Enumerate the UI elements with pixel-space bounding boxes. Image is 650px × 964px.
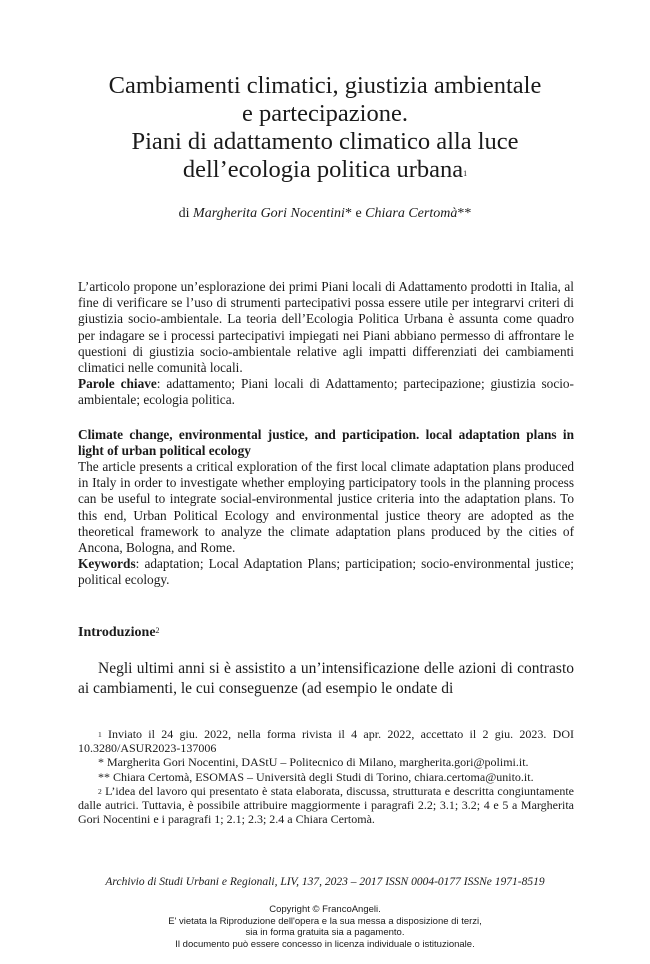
footnote-author-1-text: * Margherita Gori Nocentini, DAStU – Politecnico di Milano, margherita.gori@polimi.it. [98, 755, 529, 770]
copyright-line-3: sia in forma gratuita sia a pagamento. [245, 927, 405, 939]
abstract-italian-text: L’articolo propone un’esplorazione dei primi Piani locali di Adattamento prodotti in Italia, al fine di verificare se l’uso di strumenti partecipativi possa essere utile per integrarvi criteri di giustizia socio-ambientale. La teoria dell’Ecologia Politica Urbana è assunta come quadro per indagare se i processi partecipativi impiegati nei Piani abbiano permesso di affrontare le questioni di giustizia socio-ambientale relative agli impatti differenziati dei cambiamenti climatici nelle comunità locali. [78, 279, 574, 376]
title-line-3: Piani di adattamento climatico alla luce [131, 128, 519, 155]
copyright-line-2: E' vietata la Riproduzione dell'opera e la sua messa a disposizione di terzi, [168, 915, 482, 927]
article-title [40, 72, 610, 184]
keywords-label-english: Keywords [78, 556, 136, 572]
abstract-english [78, 459, 574, 589]
footnote-author-2 [78, 770, 574, 784]
author-byline [0, 206, 650, 222]
footnote-2-number: 2 [98, 786, 102, 796]
author-1: Margherita Gori Nocentini [193, 206, 345, 221]
keywords-italian: : adattamento; Piani locali di Adattamento; partecipazione; giustizia socio-ambientale; ecologia politica. [78, 376, 574, 408]
footnote-author-1 [78, 755, 574, 769]
byline-prefix: di [178, 206, 194, 221]
title-line-2: e partecipazione. [242, 100, 408, 127]
author-1-marker: * e [344, 206, 366, 221]
footnote-author-2-text: ** Chiara Certomà, ESOMAS – Università degli Studi di Torino, chiara.certoma@unito.it. [98, 769, 534, 784]
section-heading-text: Introduzione [78, 625, 156, 640]
abstract-italian [78, 279, 574, 409]
footnote-2-text: L’idea del lavoro qui presentato è stata elaborata, discussa, strutturata e descritta congiuntamente dalle autrici. Tuttavia, è possibile attribuire maggiormente i paragrafi 2.2; 3.1; 3.2; 4 e 5 a Margherita Gori Nocentini e i paragrafi 1; 2.1; 2.3; 2.4 a Chiara Certomà. [78, 783, 575, 827]
abstract-english-title: Climate change, environmental justice, and participation. local adaptation plans in light of urban political ecology [78, 427, 574, 458]
author-2-marker: ** [457, 206, 472, 221]
copyright-line-1: Copyright © FrancoAngeli. [269, 904, 381, 915]
body-paragraph: Negli ultimi anni si è assistito a un’intensificazione delle azioni di contrasto ai cambiamenti, le cui conseguenze (ad esempio le ondate di [78, 660, 574, 697]
abstract-english-text: The article presents a critical exploration of the first local climate adaptation plans produced in Italy in order to investigate whether employing participatory tools in the planning process can be useful to integrate social-environmental justice criteria into the adaptation plans. To this end, Urban Political Ecology and environmental justice theory are adopted as the theoretical framework to analyze the climate adaptation plans produced by the cities of Ancona, Bologna, and Rome. [78, 459, 574, 556]
section-footnote-ref[interactable]: 2 [155, 626, 160, 635]
copyright-line-4: Il documento può essere concesso in licenza individuale o istituzionale. [175, 939, 475, 951]
copyright-notice [0, 904, 650, 951]
title-line-1: Cambiamenti climatici, giustizia ambientale [108, 72, 542, 99]
keywords-english: : adaptation; Local Adaptation Plans; participation; socio-environmental justice; political ecology. [78, 556, 574, 588]
footnote-2 [78, 784, 574, 827]
section-heading [78, 625, 160, 641]
keywords-label-italian: Parole chiave [78, 376, 157, 392]
footnotes [78, 727, 574, 826]
footnote-1-text: Inviato il 24 giu. 2022, nella forma rivista il 4 apr. 2022, accettato il 2 giu. 2023. DOI 10.3280/ASUR2023-137006 [78, 727, 575, 756]
footnote-1-number: 1 [98, 730, 102, 739]
title-footnote-ref[interactable]: 1 [463, 169, 468, 178]
author-2: Chiara Certomà [365, 206, 458, 221]
journal-citation: Archivio di Studi Urbani e Regionali, LIV, 137, 2023 – 2017 ISSN 0004-0177 ISSNe 1971-8519 [105, 876, 545, 888]
footnote-1 [78, 727, 574, 755]
title-line-4: dell’ecologia politica urbana [182, 156, 464, 183]
